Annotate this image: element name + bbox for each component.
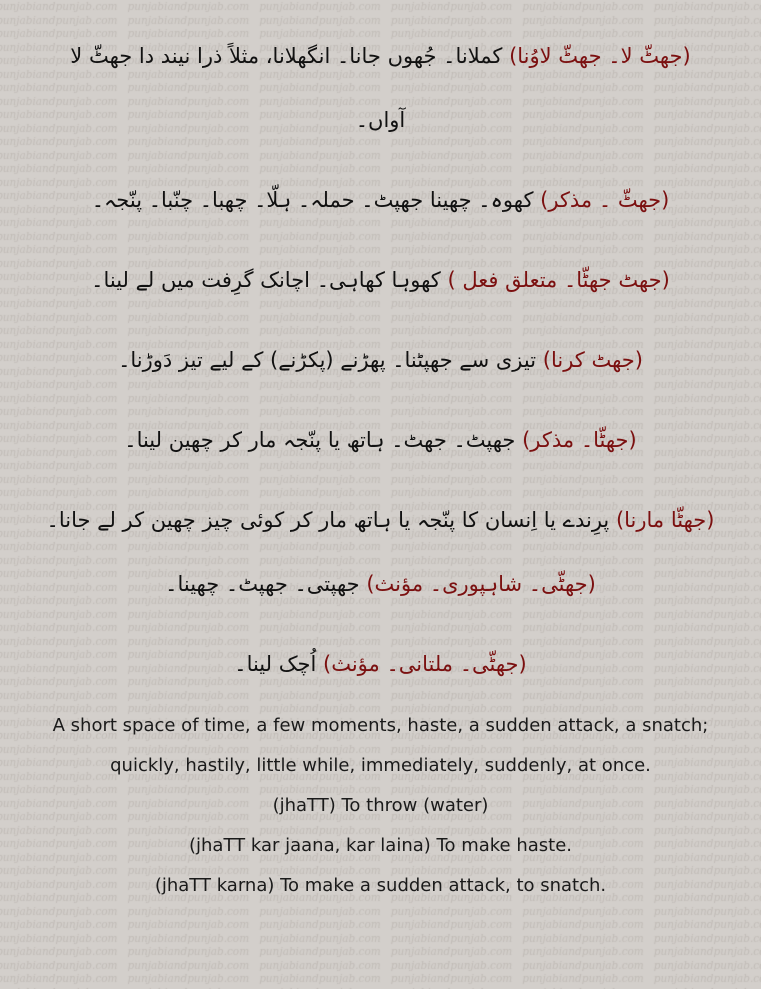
definition: آواں۔ bbox=[355, 108, 406, 132]
urdu-entry bbox=[10, 562, 751, 606]
english-phrase: (jhaTT) To throw (water) bbox=[272, 795, 489, 816]
urdu-entry bbox=[10, 258, 751, 302]
urdu-entry bbox=[10, 418, 751, 462]
definition: کھوہ۔ چھینا جھپٹ۔ حملہ۔ ہلّا۔ چھبا۔ چنّبا۔ پنّجہ۔ bbox=[91, 188, 534, 212]
definition: جھپتی۔ جھپٹ۔ چھینا۔ bbox=[165, 572, 360, 596]
definition: پرِندے یا اِنسان کا پنّجہ یا ہاتھ مار کر کوئی چیز چھین کر لے جانا۔ bbox=[46, 508, 610, 532]
headword: (جھٹّا۔ مذکر) bbox=[522, 428, 637, 452]
definition: اُچک لینا۔ bbox=[234, 652, 317, 676]
urdu-entry-continued bbox=[10, 98, 751, 142]
headword: (جھٹّی۔ ملتانی۔ مؤنث) bbox=[323, 652, 527, 676]
urdu-entry bbox=[10, 34, 751, 78]
urdu-entry bbox=[10, 642, 751, 686]
headword: (جھٹّ ۔ مذکر) bbox=[540, 188, 670, 212]
english-phrase: (jhaTT karna) To make a sudden attack, to snatch. bbox=[154, 875, 607, 896]
english-definition: A short space of time, a few moments, haste, a sudden attack, a snatch; quickly, hastily, little while, immediately, suddenly, at once. bbox=[52, 715, 709, 776]
english-phrase: (jhaTT kar jaana, kar laina) To make haste. bbox=[188, 835, 573, 856]
headword: (جھٹّا مارنا) bbox=[615, 508, 715, 532]
headword: (جھٹ کرنا) bbox=[542, 348, 643, 372]
definition: تیزی سے جھپٹنا۔ پھڑنے (پکڑنے) کے لیے تیز دَوڑنا۔ bbox=[118, 348, 537, 372]
urdu-entry bbox=[10, 338, 751, 382]
headword: (جھٹّی۔ شاہپوری۔ مؤنث) bbox=[366, 572, 596, 596]
definition: جھپٹ۔ جھٹ۔ ہاتھ یا پنّجہ مار کر چھین لینا۔ bbox=[124, 428, 516, 452]
urdu-entry bbox=[10, 498, 751, 542]
headword: (جھٹّ لا۔ جھٹّ لاوُنا) bbox=[509, 44, 691, 68]
definition: کھوہا کھاہی۔ اچانک گرِفت میں لے لینا۔ bbox=[91, 268, 441, 292]
urdu-entry bbox=[10, 178, 751, 222]
english-section bbox=[0, 706, 761, 906]
headword: (جھٹ جھٹّا۔ متعلق فعل ) bbox=[447, 268, 670, 292]
definition: کملانا۔ جُھوں جانا۔ انگھلانا، مثلاً ذرا نیند دا جھٹّ لا bbox=[70, 44, 503, 68]
